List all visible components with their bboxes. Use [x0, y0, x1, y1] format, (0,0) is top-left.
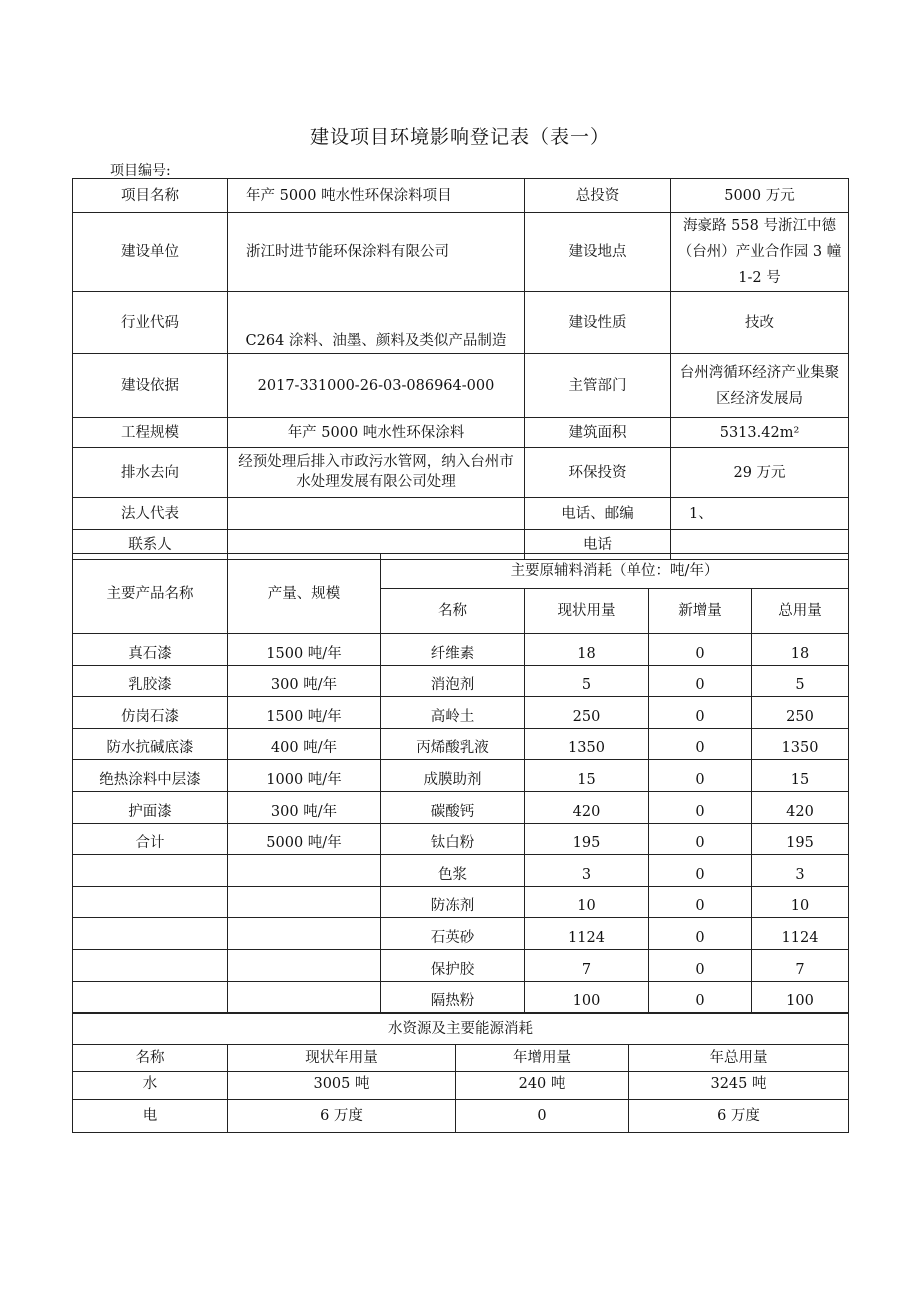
material-name: 保护胶 — [381, 949, 525, 981]
material-new: 0 — [649, 823, 752, 855]
product-name: 乳胶漆 — [73, 665, 228, 697]
industry-label: 行业代码 — [73, 292, 228, 354]
material-total: 3 — [752, 855, 849, 887]
project-number-label: 项目编号: — [110, 163, 171, 179]
output-header: 产量、规模 — [228, 554, 381, 634]
material-total: 195 — [752, 823, 849, 855]
material-new: 0 — [649, 760, 752, 792]
product-name — [73, 981, 228, 1013]
phone-label: 电话 — [525, 530, 671, 560]
material-name: 成膜助剂 — [381, 760, 525, 792]
table-row — [73, 728, 849, 760]
material-name: 隔热粉 — [381, 981, 525, 1013]
energy-total: 3245 吨 — [629, 1072, 849, 1100]
material-name: 丙烯酸乳液 — [381, 728, 525, 760]
material-current: 10 — [525, 886, 649, 918]
product-name: 合计 — [73, 823, 228, 855]
energy-col-increase: 年增用量 — [456, 1045, 629, 1072]
product-name: 绝热涂料中层漆 — [73, 760, 228, 792]
product-header: 主要产品名称 — [73, 554, 228, 634]
product-output: 400 吨/年 — [228, 728, 381, 760]
material-total: 5 — [752, 665, 849, 697]
material-new: 0 — [649, 855, 752, 887]
page-title: 建设项目环境影响登记表（表一） — [309, 126, 610, 148]
energy-col-total: 年总用量 — [629, 1045, 849, 1072]
product-output — [228, 918, 381, 950]
table-row — [73, 697, 849, 729]
material-new: 0 — [649, 886, 752, 918]
material-total: 7 — [752, 949, 849, 981]
material-current: 5 — [525, 665, 649, 697]
materials-body — [73, 634, 849, 1013]
name-value: 年产 5000 吨水性环保涂料项目 — [228, 179, 525, 213]
material-new: 0 — [649, 949, 752, 981]
area-label: 建筑面积 — [525, 418, 671, 448]
name-label: 项目名称 — [73, 179, 228, 213]
material-current: 15 — [525, 760, 649, 792]
material-current: 1124 — [525, 918, 649, 950]
unit-label: 建设单位 — [73, 213, 228, 292]
product-output — [228, 886, 381, 918]
table-row — [73, 886, 849, 918]
product-name: 仿岗石漆 — [73, 697, 228, 729]
nature-value: 技改 — [671, 292, 849, 354]
material-name: 钛白粉 — [381, 823, 525, 855]
energy-col-current: 现状年用量 — [228, 1045, 456, 1072]
material-current: 195 — [525, 823, 649, 855]
material-total: 420 — [752, 791, 849, 823]
product-name — [73, 918, 228, 950]
phone-post-value: 1、 — [671, 498, 849, 530]
table-row — [73, 949, 849, 981]
material-current: 250 — [525, 697, 649, 729]
product-output: 300 吨/年 — [228, 665, 381, 697]
col-total: 总用量 — [752, 589, 849, 634]
material-total: 15 — [752, 760, 849, 792]
material-new: 0 — [649, 634, 752, 666]
material-total: 250 — [752, 697, 849, 729]
legal-value — [228, 498, 525, 530]
table-row — [73, 634, 849, 666]
product-output: 1000 吨/年 — [228, 760, 381, 792]
materials-table — [72, 553, 849, 1013]
energy-section-title: 水资源及主要能源消耗 — [73, 1014, 849, 1045]
invest-label: 总投资 — [525, 179, 671, 213]
material-current: 7 — [525, 949, 649, 981]
energy-current: 6 万度 — [228, 1100, 456, 1133]
table-row — [73, 855, 849, 887]
material-name: 高岭土 — [381, 697, 525, 729]
material-new: 0 — [649, 791, 752, 823]
material-current: 18 — [525, 634, 649, 666]
material-current: 1350 — [525, 728, 649, 760]
site-value: 海豪路 558 号浙江中德（台州）产业合作园 3 幢 1-2 号 — [671, 213, 849, 292]
col-new: 新增量 — [649, 589, 752, 634]
col-current: 现状用量 — [525, 589, 649, 634]
col-material-name: 名称 — [381, 589, 525, 634]
product-output — [228, 855, 381, 887]
product-output: 5000 吨/年 — [228, 823, 381, 855]
consumption-header: 主要原辅料消耗（单位：吨/年） — [381, 554, 849, 589]
energy-col-name: 名称 — [73, 1045, 228, 1072]
material-total: 1350 — [752, 728, 849, 760]
legal-label: 法人代表 — [73, 498, 228, 530]
scale-value: 年产 5000 吨水性环保涂料 — [228, 418, 525, 448]
product-name: 真石漆 — [73, 634, 228, 666]
drain-value: 经预处理后排入市政污水管网，纳入台州市水处理发展有限公司处理 — [228, 448, 525, 498]
material-name: 碳酸钙 — [381, 791, 525, 823]
basis-label: 建设依据 — [73, 354, 228, 418]
contact-label: 联系人 — [73, 530, 228, 560]
site-label: 建设地点 — [525, 213, 671, 292]
material-new: 0 — [649, 697, 752, 729]
energy-table — [72, 1013, 849, 1133]
material-name: 色浆 — [381, 855, 525, 887]
unit-value: 浙江时进节能环保涂料有限公司 — [228, 213, 525, 292]
material-name: 消泡剂 — [381, 665, 525, 697]
material-total: 1124 — [752, 918, 849, 950]
product-name: 防水抗碱底漆 — [73, 728, 228, 760]
material-current: 100 — [525, 981, 649, 1013]
product-name — [73, 949, 228, 981]
product-name — [73, 886, 228, 918]
env-invest-value: 29 万元 — [671, 448, 849, 498]
table-row — [73, 791, 849, 823]
basic-info-table — [72, 178, 849, 560]
basis-value: 2017-331000-26-03-086964-000 — [228, 354, 525, 418]
material-new: 0 — [649, 918, 752, 950]
industry-value: C264 涂料、油墨、颜料及类似产品制造 — [228, 292, 525, 354]
drain-label: 排水去向 — [73, 448, 228, 498]
energy-total: 6 万度 — [629, 1100, 849, 1133]
material-total: 10 — [752, 886, 849, 918]
nature-label: 建设性质 — [525, 292, 671, 354]
energy-row-water — [73, 1072, 849, 1100]
material-total: 18 — [752, 634, 849, 666]
product-output — [228, 949, 381, 981]
material-current: 3 — [525, 855, 649, 887]
product-name: 护面漆 — [73, 791, 228, 823]
material-name: 石英砂 — [381, 918, 525, 950]
material-name: 纤维素 — [381, 634, 525, 666]
energy-increase: 240 吨 — [456, 1072, 629, 1100]
material-current: 420 — [525, 791, 649, 823]
energy-increase: 0 — [456, 1100, 629, 1133]
material-new: 0 — [649, 665, 752, 697]
product-output — [228, 981, 381, 1013]
product-output: 300 吨/年 — [228, 791, 381, 823]
table-row — [73, 665, 849, 697]
material-total: 100 — [752, 981, 849, 1013]
area-value: 5313.42m² — [671, 418, 849, 448]
product-name — [73, 855, 228, 887]
table-row — [73, 918, 849, 950]
scale-label: 工程规模 — [73, 418, 228, 448]
dept-label: 主管部门 — [525, 354, 671, 418]
material-name: 防冻剂 — [381, 886, 525, 918]
product-output: 1500 吨/年 — [228, 697, 381, 729]
table-row — [73, 760, 849, 792]
energy-name: 电 — [73, 1100, 228, 1133]
invest-value: 5000 万元 — [671, 179, 849, 213]
energy-current: 3005 吨 — [228, 1072, 456, 1100]
material-new: 0 — [649, 728, 752, 760]
energy-row-electricity — [73, 1100, 849, 1133]
energy-name: 水 — [73, 1072, 228, 1100]
dept-value: 台州湾循环经济产业集聚区经济发展局 — [671, 354, 849, 418]
product-output: 1500 吨/年 — [228, 634, 381, 666]
material-new: 0 — [649, 981, 752, 1013]
table-row — [73, 981, 849, 1013]
table-row — [73, 823, 849, 855]
phone-post-label: 电话、邮编 — [525, 498, 671, 530]
env-invest-label: 环保投资 — [525, 448, 671, 498]
